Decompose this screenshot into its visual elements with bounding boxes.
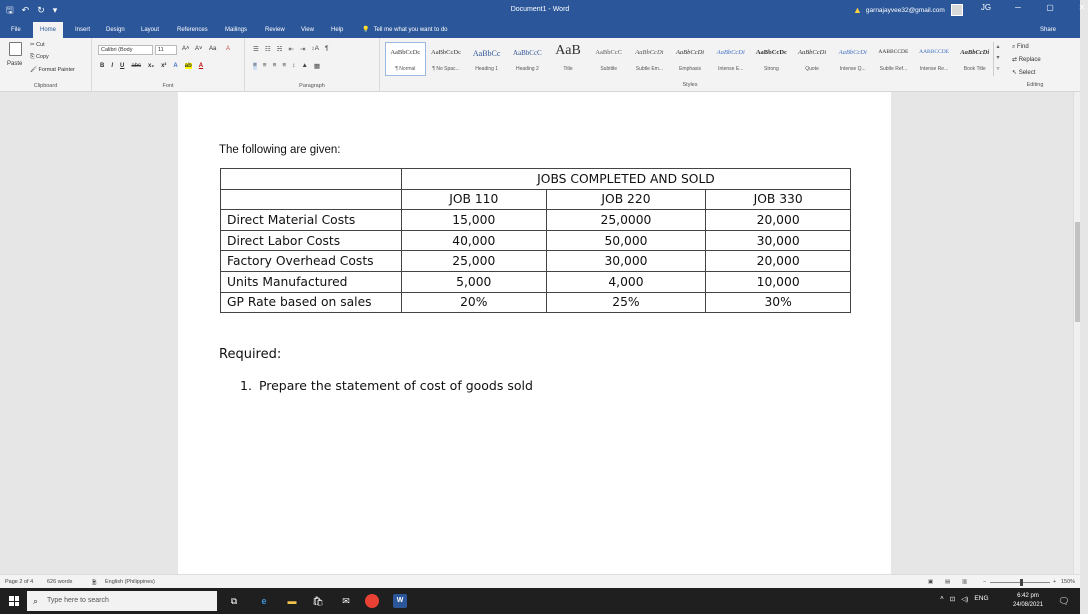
style-intense-reference[interactable]: AABBCCDE Intense Re... xyxy=(919,49,950,72)
zoom-slider-knob[interactable] xyxy=(1020,579,1023,586)
status-bar xyxy=(0,574,1080,588)
table-cell: 15,000 xyxy=(401,210,546,231)
row-label: Units Manufactured xyxy=(221,271,402,292)
required-item xyxy=(240,378,533,393)
chrome-icon[interactable] xyxy=(365,594,379,608)
styles-label: Styles xyxy=(682,82,698,88)
table-row xyxy=(221,292,851,313)
table-row xyxy=(221,189,851,210)
ribbon xyxy=(0,38,1080,92)
date: 24/08/2021 xyxy=(1013,602,1044,608)
customize-qat-icon[interactable]: ▾ xyxy=(52,5,58,15)
table-cell: 5,000 xyxy=(401,271,546,292)
font-label: Font xyxy=(162,83,174,89)
column-header-job-110: JOB 110 xyxy=(401,189,546,210)
store-icon[interactable]: 🛍 xyxy=(312,596,324,606)
row-label: Direct Labor Costs xyxy=(221,230,402,251)
volume-icon[interactable]: ◁) xyxy=(961,596,969,603)
paragraph-group xyxy=(245,38,380,92)
font-format-row xyxy=(100,63,203,69)
clipboard-label: Clipboard xyxy=(33,83,58,89)
increase-indent-icon[interactable]: ⇥ xyxy=(299,46,306,53)
table-cell: 30,000 xyxy=(706,230,851,251)
superscript-button[interactable]: x² xyxy=(161,63,167,69)
numbering-icon[interactable]: ☷ xyxy=(264,46,271,53)
save-icon[interactable]: 🖫 xyxy=(6,5,14,15)
table-cell: 50,000 xyxy=(546,230,706,251)
table-cell: 25,0000 xyxy=(546,210,706,231)
align-right-icon[interactable]: ≡ xyxy=(272,62,277,69)
copy-button[interactable]: ⎘ Copy xyxy=(30,54,49,60)
print-layout-icon[interactable]: ▤ xyxy=(945,579,951,585)
task-view-icon[interactable]: ⧉ xyxy=(230,596,238,606)
tab-design[interactable]: Design xyxy=(106,27,125,33)
tell-me-text: Tell me what you want to do xyxy=(373,27,448,33)
paragraph-label: Paragraph xyxy=(299,83,325,89)
document-page[interactable] xyxy=(178,92,891,574)
edge-icon[interactable]: e xyxy=(261,596,267,606)
tell-me-box[interactable] xyxy=(362,22,448,38)
shading-icon[interactable]: ▲ xyxy=(301,62,308,69)
line-spacing-icon[interactable]: ↕ xyxy=(292,62,296,69)
scroll-thumb[interactable] xyxy=(1075,222,1080,322)
taskbar-search-input[interactable] xyxy=(27,591,217,611)
tab-home[interactable]: Home xyxy=(33,22,63,38)
title-bar xyxy=(0,0,1086,22)
vertical-scrollbar[interactable] xyxy=(1073,92,1080,574)
language-status[interactable]: English (Philippines) xyxy=(105,579,155,585)
paragraph-row-1 xyxy=(253,45,328,53)
table-cell xyxy=(221,189,402,210)
tab-mailings[interactable]: Mailings xyxy=(225,27,248,33)
style-normal[interactable]: AaBbCcDc ¶ Normal xyxy=(385,42,426,76)
style-intense-emphasis[interactable]: AaBbCcDi Intense E... xyxy=(716,49,745,72)
required-heading: Required: xyxy=(219,347,282,362)
font-color-button[interactable]: A xyxy=(198,63,204,69)
row-label: Factory Overhead Costs xyxy=(221,251,402,272)
change-case-button[interactable]: Aa xyxy=(209,46,217,52)
table-cell: 25,000 xyxy=(401,251,546,272)
style-subtle-reference[interactable]: AABBCCDE Subtle Ref... xyxy=(878,49,909,72)
styles-gallery xyxy=(385,42,995,76)
table-cell: 4,000 xyxy=(546,271,706,292)
bullets-icon[interactable]: ☰ xyxy=(253,46,259,53)
page-count[interactable]: Page 2 of 4 xyxy=(5,579,34,585)
table-cell: 25% xyxy=(546,292,706,313)
underline-button[interactable]: U xyxy=(120,63,125,69)
sort-icon[interactable]: ↕A xyxy=(311,45,319,52)
style-heading-2[interactable]: AaBbCcC Heading 2 xyxy=(512,49,542,72)
row-label: Direct Material Costs xyxy=(221,210,402,231)
lightbulb-icon: 💡 xyxy=(362,27,370,33)
justify-icon[interactable]: ≡ xyxy=(282,62,287,69)
style-emphasis[interactable]: AaBbCcDi Emphasis xyxy=(675,49,705,72)
account-badge[interactable]: JG xyxy=(980,3,992,12)
zoom-out-button[interactable]: − xyxy=(983,579,987,585)
paste-icon[interactable] xyxy=(9,42,22,56)
window-controls xyxy=(980,3,1088,12)
share-button[interactable]: Share xyxy=(1040,27,1057,33)
style-strong[interactable]: AaBbCcDc Strong xyxy=(755,49,787,72)
table-cell: 10,000 xyxy=(706,271,851,292)
tab-help[interactable]: Help xyxy=(331,27,344,33)
font-group xyxy=(92,38,245,92)
search-icon: ⌕ xyxy=(33,596,39,606)
find-icon: ⌕ xyxy=(1012,44,1018,50)
file-explorer-icon[interactable]: ▬ xyxy=(287,596,297,606)
table-cell: 20,000 xyxy=(706,251,851,272)
align-left-icon[interactable]: ≡ xyxy=(253,62,257,69)
table-cell: 20,000 xyxy=(706,210,851,231)
system-tray xyxy=(940,595,989,603)
paragraph-row-2 xyxy=(253,62,320,70)
font-size-combo[interactable]: 11 xyxy=(155,45,177,55)
clipboard-group xyxy=(0,38,92,92)
warning-icon: ▲ xyxy=(853,5,862,15)
table-cell: 20% xyxy=(401,292,546,313)
shrink-font-button[interactable]: A˅ xyxy=(195,46,203,52)
grow-font-button[interactable]: A˄ xyxy=(182,46,190,52)
notifications-icon[interactable]: 🗨 xyxy=(1058,596,1070,606)
format-painter-button[interactable]: 🖌 Format Painter xyxy=(30,67,75,73)
network-icon[interactable]: ⊡ xyxy=(949,596,956,603)
pilcrow-icon[interactable]: ¶ xyxy=(324,45,329,52)
table-row xyxy=(221,230,851,251)
zoom-level[interactable]: 150% xyxy=(1061,579,1076,585)
style-subtle-emphasis[interactable]: AaBbCcDi Subtle Em... xyxy=(635,49,664,72)
select-icon: ↖ xyxy=(1012,70,1019,76)
web-layout-icon[interactable]: ▥ xyxy=(962,579,968,585)
required-item-text: Prepare the statement of cost of goods sold xyxy=(258,378,533,393)
decrease-indent-icon[interactable]: ⇤ xyxy=(288,46,294,53)
italic-button[interactable]: I xyxy=(111,63,114,69)
copy-icon: ⎘ xyxy=(30,54,36,60)
table-row xyxy=(221,169,851,190)
tray-chevron-icon[interactable]: ˄ xyxy=(940,595,944,602)
word-count[interactable]: 626 words xyxy=(47,579,73,585)
style-heading-1[interactable]: AaBbCc Heading 1 xyxy=(472,49,501,72)
table-row xyxy=(221,251,851,272)
table-cell xyxy=(221,169,402,190)
close-button[interactable]: ✕ xyxy=(1078,3,1086,12)
account-email[interactable]: garnajayvee32@gmail.com xyxy=(865,6,945,14)
list-number: 1. xyxy=(240,378,252,393)
proofing-icon[interactable]: 🗎 xyxy=(92,580,97,586)
tab-file[interactable]: File xyxy=(11,27,21,33)
brush-icon: 🖌 xyxy=(30,67,39,73)
time: 6:42 pm xyxy=(1017,593,1039,599)
strikethrough-button[interactable]: abc xyxy=(131,63,142,69)
undo-icon[interactable]: ↶ xyxy=(21,5,30,15)
input-language[interactable]: ENG xyxy=(974,595,989,602)
font-name-combo[interactable]: Calibri (Body xyxy=(98,45,153,55)
align-center-icon[interactable]: ≡ xyxy=(262,62,267,69)
style-intense-quote[interactable]: AaBbCcDi Intense Q... xyxy=(838,49,867,72)
windows-start-icon[interactable] xyxy=(9,596,19,606)
document-area xyxy=(0,92,1073,574)
clear-format-button[interactable]: A xyxy=(226,46,231,52)
highlight-button[interactable]: ab xyxy=(184,63,192,69)
column-header-job-220: JOB 220 xyxy=(546,189,706,210)
table-row xyxy=(221,271,851,292)
table-row xyxy=(221,210,851,231)
borders-icon[interactable]: ▦ xyxy=(313,63,321,70)
tab-view[interactable]: View xyxy=(301,27,314,33)
find-button[interactable]: ⌕ Find xyxy=(1012,44,1029,50)
text-effects-button[interactable]: A xyxy=(173,63,178,69)
zoom-in-button[interactable]: + xyxy=(1053,579,1057,585)
row-label: GP Rate based on sales xyxy=(221,292,402,313)
replace-button[interactable]: ⇄ Replace xyxy=(1012,57,1041,63)
taskbar xyxy=(0,588,1080,614)
style-subtitle[interactable]: AaBbCcC Subtitle xyxy=(595,49,623,72)
minimize-button[interactable]: ─ xyxy=(1015,3,1021,12)
ribbon-tabs xyxy=(0,22,1080,38)
jobs-table xyxy=(220,168,851,313)
style-title[interactable]: AaB Title xyxy=(555,43,581,72)
replace-icon: ⇄ xyxy=(1012,57,1019,63)
clock[interactable] xyxy=(1013,592,1043,610)
style-no-spacing[interactable]: AaBbCcDc ¶ No Spac... xyxy=(431,49,461,72)
avatar[interactable] xyxy=(951,4,963,16)
style-book-title[interactable]: AaBbCcDi Book Title xyxy=(960,49,990,72)
tab-references[interactable]: References xyxy=(177,27,208,33)
table-cell: 30,000 xyxy=(546,251,706,272)
read-mode-icon[interactable]: ▣ xyxy=(928,579,934,585)
tab-layout[interactable]: Layout xyxy=(141,27,160,33)
tab-insert[interactable]: Insert xyxy=(75,27,91,33)
paste-button[interactable]: Paste xyxy=(7,61,23,67)
redo-icon[interactable]: ↻ xyxy=(37,5,45,15)
account-area[interactable] xyxy=(853,4,963,16)
scissors-icon: ✂ xyxy=(30,42,37,48)
editing-label: Editing xyxy=(1026,82,1044,88)
editing-group xyxy=(1012,41,1041,80)
table-cell: 30% xyxy=(706,292,851,313)
document-title: Document1 - Word xyxy=(510,6,570,13)
search-placeholder: Type here to search xyxy=(47,597,109,604)
group-header: JOBS COMPLETED AND SOLD xyxy=(401,169,850,190)
word-taskbar-icon[interactable]: W xyxy=(393,594,407,608)
subscript-button[interactable]: x₂ xyxy=(148,63,155,69)
tab-review[interactable]: Review xyxy=(265,27,285,33)
cut-button[interactable]: ✂ Cut xyxy=(30,42,45,48)
intro-text: The following are given: xyxy=(219,144,341,156)
multilevel-icon[interactable]: ☵ xyxy=(276,46,283,53)
column-header-job-330: JOB 330 xyxy=(706,189,851,210)
bold-button[interactable]: B xyxy=(100,63,105,69)
select-button[interactable]: ↖ Select xyxy=(1012,70,1036,76)
style-quote[interactable]: AaBbCcDi Quote xyxy=(797,49,827,72)
mail-icon[interactable]: ✉ xyxy=(342,596,350,606)
styles-scroll[interactable]: ▴ ▾ ▿ xyxy=(993,42,1002,76)
table-cell: 40,000 xyxy=(401,230,546,251)
maximize-button[interactable]: ▢ xyxy=(1046,3,1054,12)
